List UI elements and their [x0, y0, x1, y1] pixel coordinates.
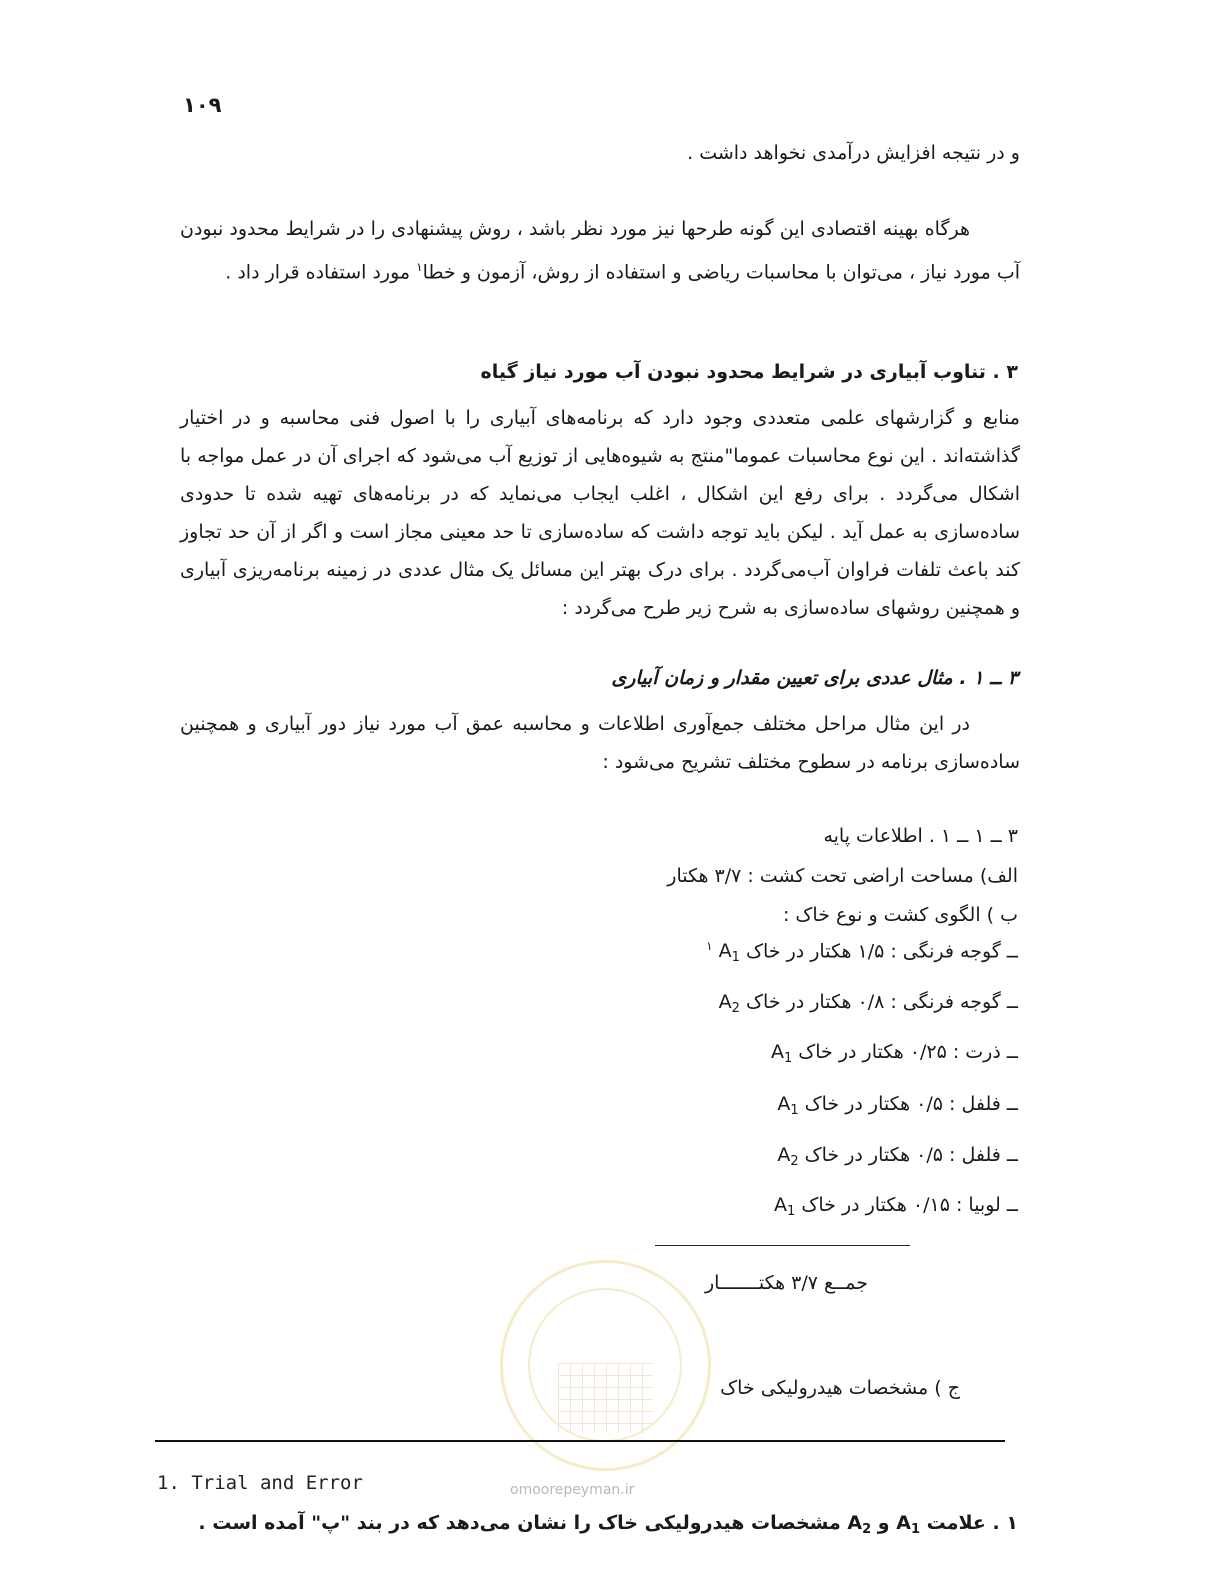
crop-item: [719, 991, 1018, 1016]
section-3-1-heading: ۳ ــ ۱ . مثال عددی برای تعیین مقدار و زمان آبیاری: [611, 667, 1018, 689]
section-3-1-body: [180, 705, 1020, 781]
crop-item: [706, 939, 1018, 965]
soil-letter: A: [718, 940, 732, 963]
soil-code: [896, 1512, 920, 1537]
footnote-word: علامت: [926, 1512, 986, 1534]
soil-letter: A: [774, 1194, 788, 1216]
crop-item: [777, 1144, 1018, 1169]
crop-text: ــ گوجه فرنگی : ۱/۵ هکتار در خاک: [746, 940, 1018, 963]
item-a: الف) مساحت اراضی تحت کشت : ۳/۷ هکتار: [667, 865, 1018, 887]
sum-divider: [655, 1245, 910, 1246]
soil-subscript: 1: [783, 1051, 793, 1066]
section-3-body: [180, 399, 1020, 627]
soil-subscript: 1: [790, 1103, 799, 1118]
item-c: ج ) مشخصات هیدرولیکی خاک: [720, 1377, 960, 1399]
soil-letter: A: [718, 991, 732, 1013]
crop-text: ــ فلفل : ۰/۵ هکتار در خاک: [804, 1144, 1018, 1166]
section-3-1-text: در این مثال مراحل مختلف جمع‌آوری اطلاعات و محاسبه عمق آب مورد نیاز دور آبیاری و همچنین ساده‌سازی برنامه در سطوح مختلف تشریح می‌شود :: [180, 713, 1020, 773]
soil-code: [847, 1512, 872, 1537]
soil-code: [718, 991, 740, 1016]
footnote-word: و: [877, 1512, 890, 1534]
footnote-mark: ۱: [416, 260, 423, 274]
crop-text: ــ لوبیا : ۰/۱۵ هکتار در خاک: [801, 1194, 1018, 1216]
soil-letter: A: [777, 1093, 791, 1115]
soil-letter: A: [770, 1041, 784, 1063]
footnote-divider: [155, 1440, 1005, 1442]
crop-text: ــ گوجه فرنگی : ۰/۸ هکتار در خاک: [746, 991, 1018, 1013]
soil-subscript: 2: [790, 1154, 799, 1169]
soil-subscript: 1: [910, 1522, 920, 1537]
total-line: جمــع ۳/۷ هکتـــــــار: [704, 1272, 868, 1294]
footnote-soil-codes: [198, 1512, 1018, 1537]
soil-letter: A: [777, 1144, 791, 1166]
footnote-mark: ۱: [706, 939, 713, 953]
watermark-url: omoorepeyman.ir: [510, 1482, 635, 1498]
soil-code: [774, 1194, 796, 1219]
soil-subscript: 1: [787, 1204, 796, 1219]
optimal-text-end: مورد استفاده قرار داد .: [225, 261, 411, 284]
footnote-trial-and-error: 1. Trial and Error: [157, 1472, 363, 1494]
item-b: ب ) الگوی کشت و نوع خاک :: [782, 904, 1018, 926]
crop-text: ــ ذرت : ۰/۲۵ هکتار در خاک: [798, 1041, 1018, 1063]
page-number: ۱۰۹: [183, 93, 222, 117]
crop-item: [771, 1041, 1018, 1066]
watermark-grid: [558, 1363, 653, 1433]
intro-paragraph: [180, 135, 1020, 171]
soil-letter: A: [896, 1512, 911, 1534]
crop-item: [777, 1093, 1018, 1118]
crop-text: ــ فلفل : ۰/۵ هکتار در خاک: [804, 1093, 1018, 1115]
footnote-number: ۱ .: [992, 1512, 1018, 1534]
soil-subscript: 1: [731, 950, 740, 966]
intro-text: و در نتیجه افزایش درآمدی نخواهد داشت .: [687, 142, 1020, 164]
soil-subscript: 2: [731, 1001, 740, 1016]
section-3-heading: ۳ . تناوب آبیاری در شرایط محدود نبودن آب مورد نیاز گیاه: [480, 361, 1018, 383]
soil-code: [718, 940, 740, 966]
soil-subscript: 2: [862, 1522, 872, 1537]
section-3-1-1-heading: ۳ ــ ۱ ــ ۱ . اطلاعات پایه: [823, 825, 1018, 847]
optimal-paragraph: [180, 210, 1020, 291]
soil-letter: A: [847, 1512, 863, 1534]
section-3-text: منابع و گزارشهای علمی متعددی وجود دارد که برنامه‌های آبیاری را با اصول فنی محاسبه و در اختیار گذاشته‌اند . این نوع محاسبات عموما"منتج به شیوه‌هایی از توزیع آب می‌شود که اجرای آن در عمل مواجه با اشکال می‌گردد . برای رفع این اشکال ، اغلب ایجاب می‌نماید که در برنامه‌های تهیه شده تا حدودی ساده‌سازی به عمل آید . لیکن باید توجه داشت که ساده‌سازی تا حد معینی مجاز است و اگر از آن حد تجاوز کند باعث تلفات فراوان آب‌می‌گردد . برای درک بهتر این مسائل یک مثال عددی در زمینه برنامه‌ریزی آبیاری و همچنین روشهای ساده‌سازی به شرح زیر طرح می‌گردد :: [180, 407, 1020, 619]
soil-code: [777, 1144, 799, 1169]
optimal-text: هرگاه بهینه اقتصادی این گونه طرحها نیز مورد نظر باشد ، روش پیشنهادی را در شرایط محدود نبودن آب مورد نیاز ، می‌توان با محاسبات ریاضی و استفاده از روش، آزمون و خطا: [180, 218, 1020, 284]
footnote-text: مشخصات هیدرولیکی خاک را نشان می‌دهد که در بند "پ" آمده است .: [198, 1512, 841, 1534]
soil-code: [770, 1041, 793, 1066]
crop-item: [774, 1194, 1018, 1219]
soil-code: [777, 1093, 799, 1118]
